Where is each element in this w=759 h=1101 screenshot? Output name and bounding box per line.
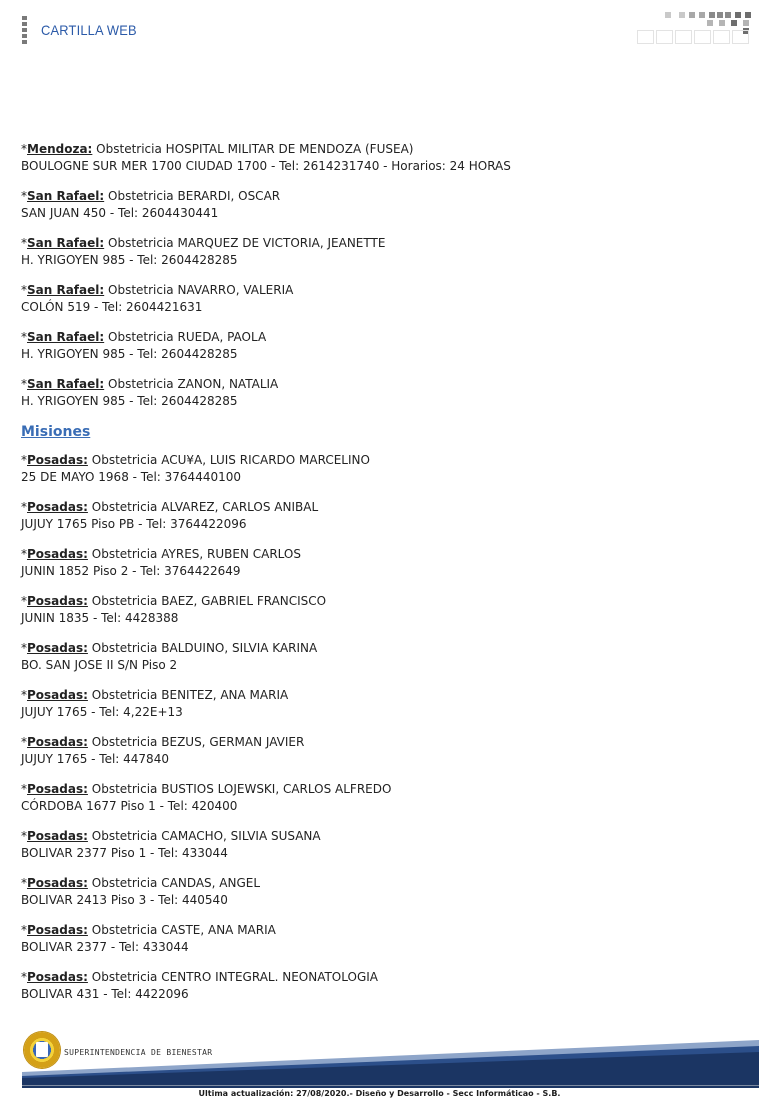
provider-address: BOLIVAR 2377 Piso 1 - Tel: 433044: [21, 846, 228, 860]
footer-update-text: Ultima actualización: 27/08/2020.- Diseño y Desarrollo - Secc Informáticao - S.B.: [198, 1089, 561, 1098]
provider-entry: [21, 141, 741, 175]
city-label: Posadas:: [27, 453, 88, 467]
provider-name: MARQUEZ DE VICTORIA, JEANETTE: [177, 236, 386, 250]
logo-shield-icon: [36, 1042, 48, 1057]
provider-name: ALVAREZ, CARLOS ANIBAL: [161, 500, 319, 514]
provider-line: [21, 640, 741, 657]
provider-name: ZANON, NATALIA: [177, 377, 279, 391]
header-decoration-bar: [22, 16, 27, 46]
provider-line: [21, 376, 741, 393]
city-label: Posadas:: [27, 547, 88, 561]
provider-line: [21, 593, 741, 610]
provider-address: H. YRIGOYEN 985 - Tel: 2604428285: [21, 253, 238, 267]
provider-line: [21, 875, 741, 892]
specialty: Obstetricia: [91, 547, 158, 561]
provider-line: [21, 922, 741, 939]
specialty: Obstetricia: [91, 453, 158, 467]
provider-line: [21, 188, 741, 205]
provider-line: [21, 499, 741, 516]
specialty: Obstetricia: [91, 735, 158, 749]
asterisk: *: [21, 547, 27, 561]
city-label: Posadas:: [27, 876, 88, 890]
city-label: Posadas:: [27, 641, 88, 655]
provider-entry: [21, 687, 741, 721]
city-label: Posadas:: [27, 970, 88, 984]
city-label: Posadas:: [27, 500, 88, 514]
specialty: Obstetricia: [96, 142, 162, 156]
page-title: CARTILLA WEB: [41, 22, 137, 38]
specialty: Obstetricia: [91, 594, 158, 608]
provider-address: BOLIVAR 2413 Piso 3 - Tel: 440540: [21, 893, 228, 907]
provider-address: 25 DE MAYO 1968 - Tel: 3764440100: [21, 470, 241, 484]
city-label: Posadas:: [27, 594, 88, 608]
provider-address: JUNIN 1852 Piso 2 - Tel: 3764422649: [21, 564, 241, 578]
provider-entry: [21, 781, 741, 815]
provider-name: BAEZ, GABRIEL FRANCISCO: [161, 594, 327, 608]
asterisk: *: [21, 283, 27, 297]
asterisk: *: [21, 500, 27, 514]
provider-line: [21, 734, 741, 751]
asterisk: *: [21, 594, 27, 608]
specialty: Obstetricia: [108, 189, 174, 203]
provider-name: BUSTIOS LOJEWSKI, CARLOS ALFREDO: [161, 782, 392, 796]
specialty: Obstetricia: [91, 970, 158, 984]
specialty: Obstetricia: [108, 283, 174, 297]
provider-entry: [21, 546, 741, 580]
provider-line: [21, 687, 741, 704]
specialty: Obstetricia: [91, 829, 158, 843]
asterisk: *: [21, 641, 27, 655]
asterisk: *: [21, 330, 27, 344]
provider-entry: [21, 376, 741, 410]
provider-entry: [21, 828, 741, 862]
city-label: Posadas:: [27, 782, 88, 796]
province-heading: Misiones: [21, 424, 91, 440]
specialty: Obstetricia: [91, 688, 158, 702]
provider-entry: [21, 282, 741, 316]
provider-line: [21, 329, 741, 346]
asterisk: *: [21, 688, 27, 702]
asterisk: *: [21, 453, 27, 467]
city-label: San Rafael:: [27, 236, 105, 250]
specialty: Obstetricia: [108, 377, 174, 391]
provider-name: ACU¥A, LUIS RICARDO MARCELINO: [161, 453, 370, 467]
superintendencia-logo: [24, 1032, 60, 1068]
provider-address: BOLIVAR 2377 - Tel: 433044: [21, 940, 189, 954]
asterisk: *: [21, 970, 27, 984]
provider-address: SAN JUAN 450 - Tel: 2604430441: [21, 206, 219, 220]
asterisk: *: [21, 377, 27, 391]
provider-address: H. YRIGOYEN 985 - Tel: 2604428285: [21, 394, 238, 408]
provider-entry: [21, 593, 741, 627]
provider-name: RUEDA, PAOLA: [177, 330, 267, 344]
asterisk: *: [21, 782, 27, 796]
city-label: Posadas:: [27, 923, 88, 937]
provider-address: H. YRIGOYEN 985 - Tel: 2604428285: [21, 347, 238, 361]
provider-entry: [21, 922, 741, 956]
asterisk: *: [21, 923, 27, 937]
provider-entry: [21, 499, 741, 533]
provider-line: [21, 781, 741, 798]
provider-name: CASTE, ANA MARIA: [161, 923, 276, 937]
provider-entry: [21, 188, 741, 222]
provider-entry: [21, 734, 741, 768]
provider-name: AYRES, RUBEN CARLOS: [161, 547, 301, 561]
provider-entry: [21, 452, 741, 486]
city-label: San Rafael:: [27, 283, 105, 297]
asterisk: *: [21, 876, 27, 890]
footer-divider: [22, 1085, 759, 1086]
provider-name: BERARDI, OSCAR: [177, 189, 281, 203]
city-label: San Rafael:: [27, 330, 105, 344]
provider-address: JUJUY 1765 Piso PB - Tel: 3764422096: [21, 517, 247, 531]
provider-line: [21, 969, 741, 986]
provider-name: CAMACHO, SILVIA SUSANA: [161, 829, 321, 843]
city-label: Posadas:: [27, 735, 88, 749]
provider-line: [21, 828, 741, 845]
city-label: San Rafael:: [27, 189, 105, 203]
provider-address: BOULOGNE SUR MER 1700 CIUDAD 1700 - Tel: 2614231740 - Horarios: 24 HORAS: [21, 159, 511, 173]
footer-org-name: SUPERINTENDENCIA DE BIENESTAR: [64, 1048, 213, 1057]
provider-entry: [21, 235, 741, 269]
provider-address: CÓRDOBA 1677 Piso 1 - Tel: 420400: [21, 799, 238, 813]
specialty: Obstetricia: [108, 330, 174, 344]
city-label: San Rafael:: [27, 377, 105, 391]
header-decoration-squares: [635, 12, 759, 48]
asterisk: *: [21, 189, 27, 203]
specialty: Obstetricia: [91, 500, 158, 514]
provider-name: CENTRO INTEGRAL. NEONATOLOGIA: [161, 970, 378, 984]
provider-entry: [21, 969, 741, 1003]
provider-name: HOSPITAL MILITAR DE MENDOZA (FUSEA): [165, 142, 414, 156]
city-label: Posadas:: [27, 688, 88, 702]
specialty: Obstetricia: [91, 923, 158, 937]
provider-line: [21, 141, 741, 158]
provider-list: [21, 141, 741, 1016]
provider-entry: [21, 329, 741, 363]
provider-name: BEZUS, GERMAN JAVIER: [161, 735, 305, 749]
provider-entry: [21, 640, 741, 674]
provider-name: BENITEZ, ANA MARIA: [161, 688, 289, 702]
specialty: Obstetricia: [91, 876, 158, 890]
provider-address: BO. SAN JOSE II S/N Piso 2: [21, 658, 178, 672]
specialty: Obstetricia: [108, 236, 174, 250]
provider-line: [21, 235, 741, 252]
provider-address: JUJUY 1765 - Tel: 4,22E+13: [21, 705, 183, 719]
provider-name: NAVARRO, VALERIA: [177, 283, 294, 297]
provider-address: JUNIN 1835 - Tel: 4428388: [21, 611, 179, 625]
provider-name: BALDUINO, SILVIA KARINA: [161, 641, 318, 655]
asterisk: *: [21, 829, 27, 843]
provider-address: BOLIVAR 431 - Tel: 4422096: [21, 987, 189, 1001]
provider-line: [21, 282, 741, 299]
provider-address: JUJUY 1765 - Tel: 447840: [21, 752, 169, 766]
provider-line: [21, 546, 741, 563]
provider-line: [21, 452, 741, 469]
asterisk: *: [21, 236, 27, 250]
asterisk: *: [21, 142, 27, 156]
footer-band: [22, 1030, 759, 1088]
provider-name: CANDAS, ANGEL: [161, 876, 261, 890]
city-label: Posadas:: [27, 829, 88, 843]
asterisk: *: [21, 735, 27, 749]
provider-entry: [21, 875, 741, 909]
city-label: Mendoza:: [27, 142, 93, 156]
provider-address: COLÓN 519 - Tel: 2604421631: [21, 300, 203, 314]
specialty: Obstetricia: [91, 782, 158, 796]
specialty: Obstetricia: [91, 641, 158, 655]
